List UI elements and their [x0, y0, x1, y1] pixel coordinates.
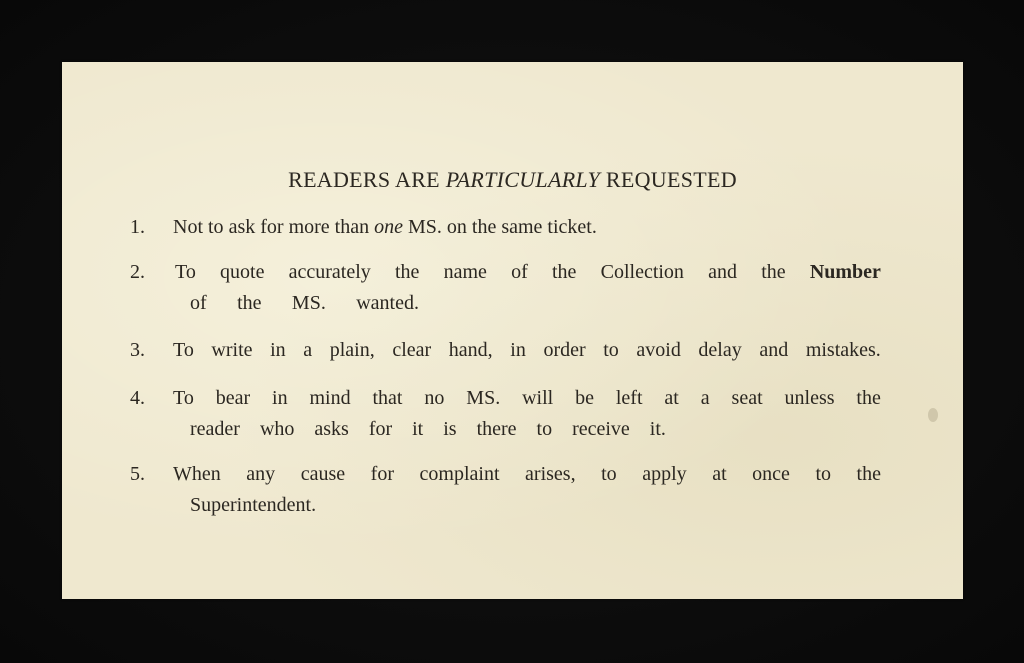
rule-word: at — [712, 463, 727, 485]
rule-word: mistakes. — [805, 339, 881, 361]
rule-word: hand, — [448, 339, 493, 361]
paper-stain — [928, 408, 938, 422]
rule-word: who — [259, 418, 295, 440]
rule-word: the — [551, 261, 577, 283]
rule-word: on — [446, 216, 467, 238]
rule-word: MS. — [291, 292, 326, 314]
rule-number: 4. — [130, 387, 145, 409]
rule-word: to — [208, 216, 224, 238]
card-heading — [62, 167, 963, 193]
rule-2-line-1 — [175, 257, 881, 287]
rule-word: wanted. — [356, 292, 419, 314]
rule-word: To — [173, 339, 194, 361]
rule-word: mind — [309, 387, 351, 409]
rule-word: once — [752, 463, 790, 485]
rule-word: ask — [228, 216, 256, 238]
rule-word: the — [856, 387, 881, 409]
rule-word: When — [173, 463, 221, 485]
rule-word: a — [700, 387, 710, 409]
rule-4-line-2 — [190, 414, 666, 444]
rule-word: and — [759, 339, 789, 361]
rule-word: Not — [173, 216, 203, 238]
rule-word: that — [372, 387, 403, 409]
rule-word: no — [424, 387, 445, 409]
heading-part-2: REQUESTED — [600, 167, 737, 192]
rule-word: arises, — [525, 463, 576, 485]
rule-word: clear — [392, 339, 432, 361]
rule-word: bear — [215, 387, 251, 409]
rule-word: it — [412, 418, 424, 440]
rule-3-line-1 — [173, 335, 881, 365]
rule-word: it. — [649, 418, 666, 440]
rule-word: and — [708, 261, 738, 283]
rule-word: name — [443, 261, 487, 283]
rule-5-line-2 — [190, 490, 316, 520]
rule-word: in — [510, 339, 526, 361]
rule-word: the — [471, 216, 497, 238]
rule-word: Collection — [600, 261, 684, 283]
rule-word: to — [536, 418, 553, 440]
rule-word: a — [303, 339, 313, 361]
rule-word: ticket. — [547, 216, 597, 238]
rule-word: seat — [731, 387, 763, 409]
rule-word: than — [334, 216, 370, 238]
rule-word: be — [575, 387, 594, 409]
rule-word: Superintendent. — [190, 494, 317, 516]
rule-word: in — [270, 339, 286, 361]
rule-word: there — [476, 418, 517, 440]
heading-emphasis: PARTICULARLY — [445, 167, 601, 192]
rule-word: unless — [784, 387, 835, 409]
rule-word: of — [511, 261, 528, 283]
rule-word: delay — [698, 339, 742, 361]
rule-word: receive — [572, 418, 630, 440]
rule-word: to — [603, 339, 619, 361]
rule-word: cause — [300, 463, 346, 485]
rule-word: for — [368, 418, 393, 440]
rule-word: any — [246, 463, 276, 485]
rule-word: for — [260, 216, 284, 238]
rule-word: same — [501, 216, 543, 238]
rule-word: to — [815, 463, 832, 485]
rule-word: at — [664, 387, 679, 409]
rule-number: 1. — [130, 216, 145, 238]
rule-word: more — [288, 216, 330, 238]
rule-5-line-1 — [173, 459, 881, 489]
rule-word: the — [395, 261, 420, 283]
rule-word: accurately — [288, 261, 371, 283]
rule-word: order — [543, 339, 586, 361]
rule-word: the — [761, 261, 786, 283]
rule-word: plain, — [329, 339, 375, 361]
rule-number: 3. — [130, 339, 145, 361]
heading-part-1: READERS ARE — [288, 167, 446, 192]
rule-word: MS. — [466, 387, 501, 409]
rule-word: for — [370, 463, 394, 485]
rule-number: 5. — [130, 463, 145, 485]
rule-word: is — [443, 418, 457, 440]
rule-word: left — [615, 387, 643, 409]
rule-word: write — [211, 339, 253, 361]
rule-2-line-2 — [190, 288, 419, 318]
rule-word: apply — [642, 463, 687, 485]
rule-word: quote — [220, 261, 265, 283]
rule-word: to — [601, 463, 617, 485]
rule-word: in — [272, 387, 288, 409]
rule-word: complaint — [419, 463, 500, 485]
rule-word: MS. — [407, 216, 442, 238]
rule-4-line-1 — [173, 383, 881, 413]
rule-word: the — [237, 292, 262, 314]
rule-word: one — [374, 216, 403, 238]
rule-word: Number — [809, 261, 881, 283]
rule-word: To — [175, 261, 196, 283]
rule-word: of — [190, 292, 207, 314]
rule-word: avoid — [636, 339, 681, 361]
rule-number: 2. — [130, 261, 145, 283]
rule-word: the — [856, 463, 881, 485]
rule-1-line-1 — [173, 212, 716, 242]
rule-word: will — [522, 387, 554, 409]
reading-room-card — [62, 62, 963, 599]
rule-word: To — [173, 387, 194, 409]
rule-word: asks — [314, 418, 349, 440]
rule-word: reader — [190, 418, 240, 440]
